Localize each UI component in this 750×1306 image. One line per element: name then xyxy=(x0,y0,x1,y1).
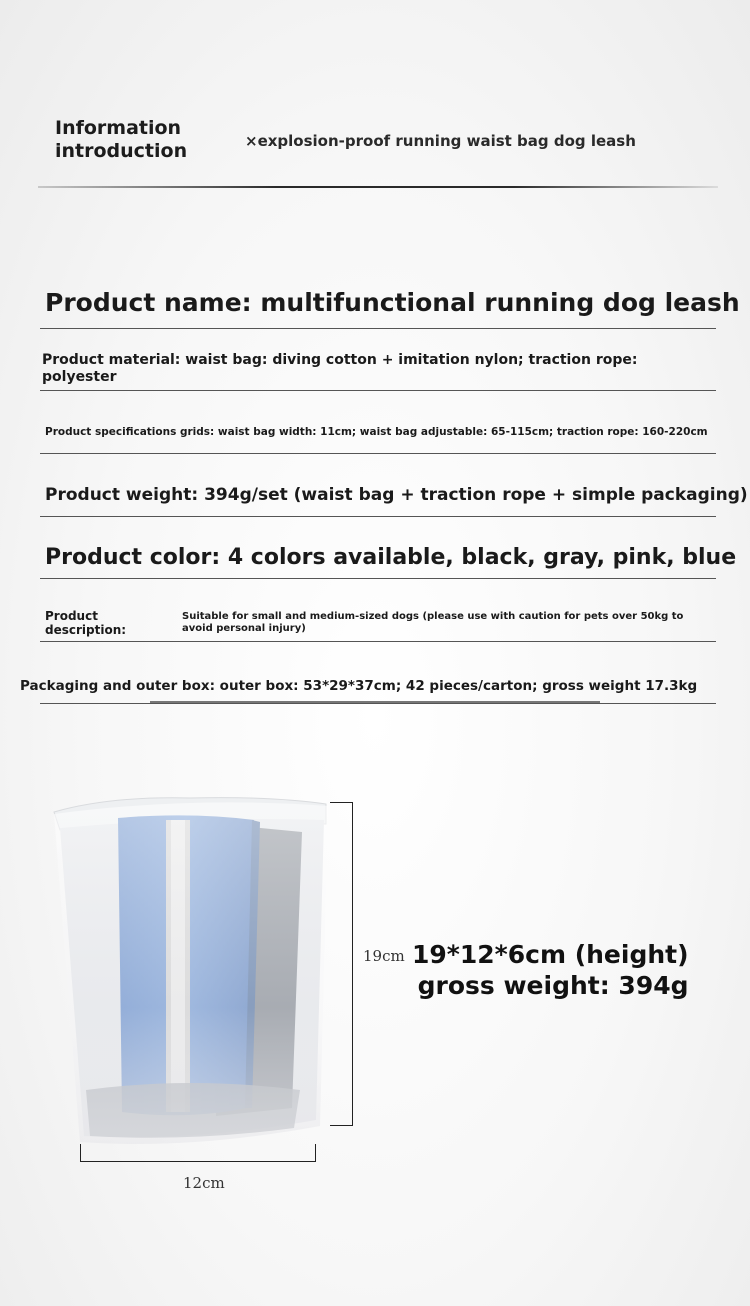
package-size-block xyxy=(412,939,689,1001)
package-size-text: 19*12*6cm (height) xyxy=(412,940,689,969)
spec-product-weight: Product weight: 394g/set (waist bag + traction rope + simple packaging) xyxy=(45,485,748,505)
spec-packaging: Packaging and outer box: outer box: 53*29*37cm; 42 pieces/carton; gross weight 17.3kg xyxy=(20,678,698,694)
spec-product-name: Product name: multifunctional running dog leash xyxy=(45,288,740,317)
spec-description-value: Suitable for small and medium-sized dogs (please use with caution for pets over 50kg to avoid personal injury) xyxy=(182,611,684,634)
spec-description-label: Product description: xyxy=(45,609,127,637)
info-title xyxy=(55,117,187,163)
height-dimension-label: 19cm xyxy=(363,947,405,965)
divider xyxy=(40,453,716,454)
divider xyxy=(40,516,716,517)
spec-product-specifications: Product specifications grids: waist bag width: 11cm; waist bag adjustable: 65-115cm; traction rope: 160-220cm xyxy=(45,426,708,438)
gross-weight-text: gross weight: 394g xyxy=(417,971,689,1000)
spec-product-color: Product color: 4 colors available, black, gray, pink, blue xyxy=(45,545,737,570)
info-subtitle: ×explosion-proof running waist bag dog leash xyxy=(245,132,636,150)
height-dimension-cap-bottom xyxy=(330,1125,353,1126)
height-dimension-line xyxy=(352,802,353,1125)
width-dimension-cap-right xyxy=(315,1144,316,1162)
header-divider xyxy=(38,186,718,188)
width-dimension-line xyxy=(80,1161,316,1162)
width-dimension-label: 12cm xyxy=(183,1174,225,1192)
height-dimension-cap-top xyxy=(330,802,353,803)
divider xyxy=(40,703,716,704)
info-title-line1: Information xyxy=(55,117,182,139)
divider xyxy=(40,328,716,329)
width-dimension-cap-left xyxy=(80,1144,81,1162)
info-title-line2: introduction xyxy=(55,140,188,162)
divider xyxy=(40,641,716,642)
product-package-image xyxy=(40,790,340,1150)
divider xyxy=(40,578,716,579)
divider xyxy=(40,390,716,391)
spec-product-material: Product material: waist bag: diving cotton + imitation nylon; traction rope: polyester xyxy=(42,352,638,385)
